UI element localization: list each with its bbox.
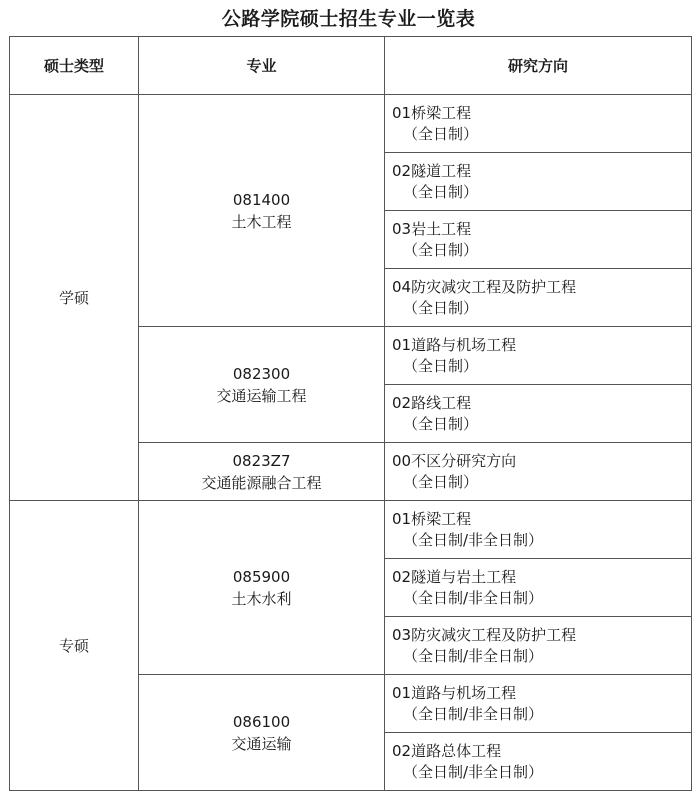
- table-body: [10, 95, 692, 791]
- major-code: 081400: [232, 190, 291, 209]
- direction-cell: [385, 153, 692, 211]
- study-mode: （全日制）: [403, 356, 479, 375]
- direction-cell: [385, 211, 692, 269]
- degree-type-cell: 专硕: [10, 501, 139, 791]
- direction-name: 01道路与机场工程: [392, 683, 517, 702]
- direction-name: 02隧道与岩土工程: [392, 567, 517, 586]
- direction-name: 03防灾减灾工程及防护工程: [392, 625, 577, 644]
- direction-name: 03岩土工程: [392, 219, 472, 238]
- major-name: 土木工程: [231, 212, 292, 231]
- major-code: 085900: [232, 567, 291, 586]
- direction-cell: [385, 327, 692, 385]
- study-mode: （全日制）: [403, 414, 479, 433]
- study-mode: （全日制/非全日制）: [403, 762, 544, 781]
- direction-name: 02路线工程: [392, 393, 472, 412]
- study-mode: （全日制）: [403, 124, 479, 143]
- direction-cell: [385, 269, 692, 327]
- direction-cell: [385, 501, 692, 559]
- table-row: [10, 501, 692, 559]
- direction-name: 01桥梁工程: [392, 103, 472, 122]
- direction-cell: [385, 617, 692, 675]
- header-type: 硕士类型: [10, 37, 139, 95]
- study-mode: （全日制）: [403, 298, 479, 317]
- direction-name: 02隧道工程: [392, 161, 472, 180]
- major-cell: [139, 95, 385, 327]
- major-cell: [139, 327, 385, 443]
- header-direction: 研究方向: [385, 37, 692, 95]
- header-row: [10, 37, 692, 95]
- direction-name: 01桥梁工程: [392, 509, 472, 528]
- direction-cell: [385, 733, 692, 791]
- direction-name: 00不区分研究方向: [392, 451, 517, 470]
- header-major: 专业: [139, 37, 385, 95]
- direction-name: 01道路与机场工程: [392, 335, 517, 354]
- major-cell: [139, 675, 385, 791]
- direction-cell: [385, 675, 692, 733]
- majors-table: [9, 36, 692, 791]
- direction-cell: [385, 95, 692, 153]
- direction-name: 04防灾减灾工程及防护工程: [392, 277, 577, 296]
- study-mode: （全日制/非全日制）: [403, 704, 544, 723]
- study-mode: （全日制/非全日制）: [403, 588, 544, 607]
- page-title: 公路学院硕士招生专业一览表: [221, 8, 476, 30]
- major-code: 0823Z7: [232, 451, 291, 470]
- table-row: [10, 95, 692, 153]
- major-code: 086100: [232, 712, 291, 731]
- degree-type-cell: 学硕: [10, 95, 139, 501]
- direction-cell: [385, 443, 692, 501]
- major-name: 交通运输: [231, 734, 292, 753]
- study-mode: （全日制）: [403, 240, 479, 259]
- major-name: 交通运输工程: [216, 386, 307, 405]
- direction-name: 02道路总体工程: [392, 741, 502, 760]
- direction-cell: [385, 559, 692, 617]
- direction-cell: [385, 385, 692, 443]
- study-mode: （全日制）: [403, 182, 479, 201]
- major-cell: [139, 443, 385, 501]
- study-mode: （全日制/非全日制）: [403, 530, 544, 549]
- study-mode: （全日制）: [403, 472, 479, 491]
- major-cell: [139, 501, 385, 675]
- major-name: 土木水利: [231, 589, 292, 608]
- major-name: 交通能源融合工程: [201, 473, 322, 492]
- major-code: 082300: [232, 364, 291, 383]
- study-mode: （全日制/非全日制）: [403, 646, 544, 665]
